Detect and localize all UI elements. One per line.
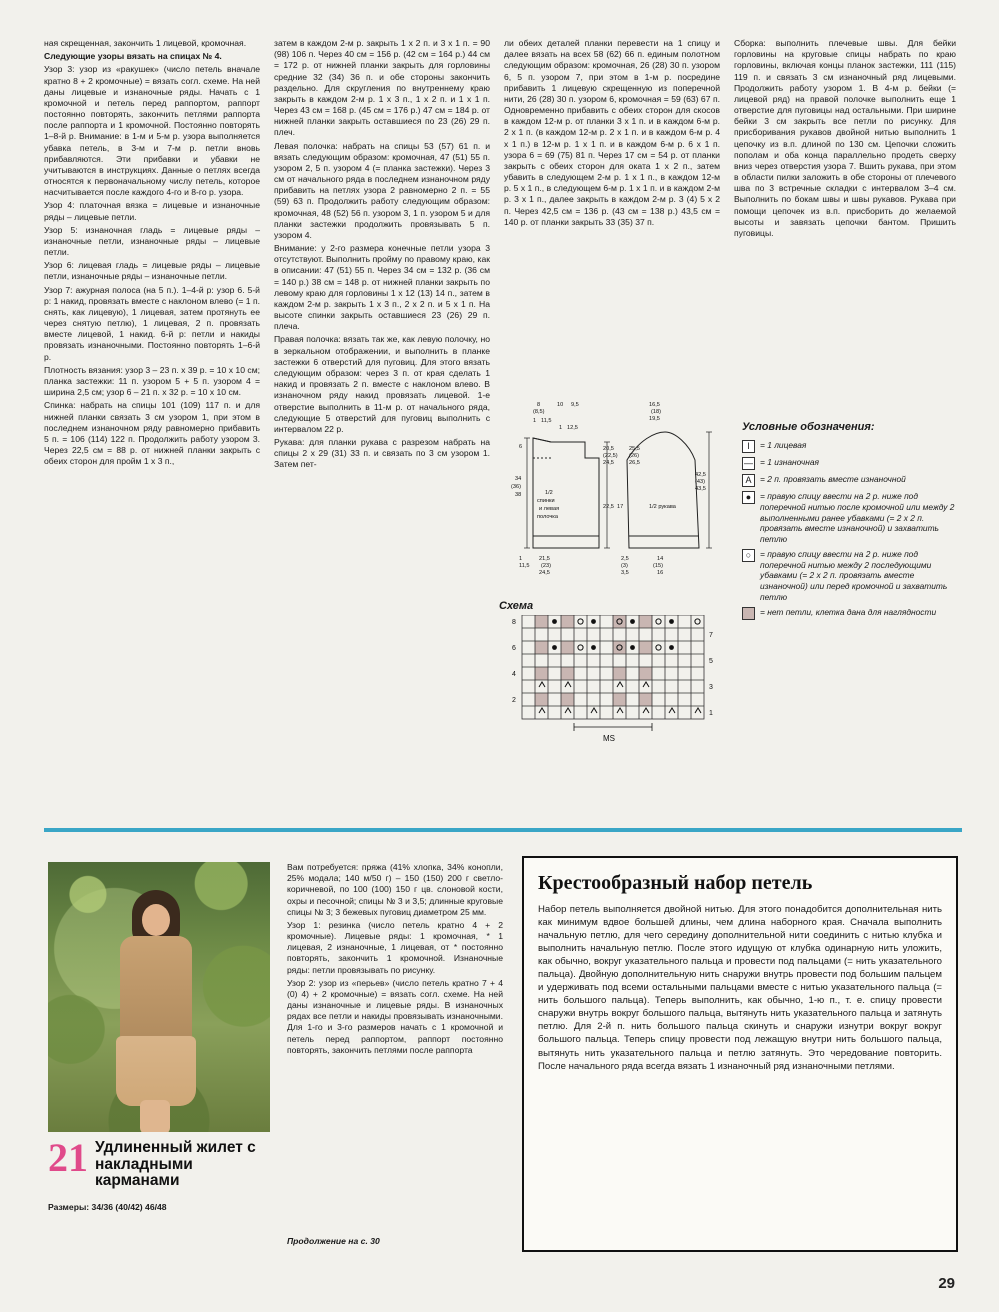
paragraph: Левая полочка: набрать на спицы 53 (57) 61 п. и вязать следующим образом: кромочная, 47 (51) 55 п. узором 2, 5 п. узором 4 (= планка застежки). Через 3 см от начального ряда в последнем изнаночном ряду прибавить на петлях узора 2 равномерно 2 п. = 55 (59) 63 п. Продолжить работу следующим образом: кромочная, 48 (52) 56 п. узором 3, 1 п. узором 5 и для планки застежки продолжить провязывать 5 п. узором 4.: [274, 140, 490, 240]
schematic-svg: [499, 398, 729, 588]
paragraph: Рукава: для планки рукава с разрезом набрать на спицы 2 х 29 (31) 33 п. и связать по 3 см узором 1. Затем пет-: [274, 437, 490, 470]
model-skirt: [116, 1036, 196, 1106]
svg-text:42,5: 42,5: [695, 472, 706, 478]
model-legs: [140, 1100, 170, 1132]
paragraph-heading: Следующие узоры вязать на спицах № 4.: [44, 51, 222, 62]
svg-text:22,5: 22,5: [603, 504, 614, 510]
chart-legend: [742, 420, 958, 624]
svg-text:34: 34: [515, 476, 522, 482]
svg-text:24,5: 24,5: [603, 460, 614, 466]
article-caption: [48, 1135, 278, 1213]
column-2: [274, 38, 490, 473]
svg-text:19,5: 19,5: [649, 416, 660, 422]
svg-text:8: 8: [512, 619, 516, 626]
svg-text:и левая: и левая: [539, 506, 560, 512]
chart-grid: [497, 615, 733, 755]
paragraph: ли обеих деталей планки перевести на 1 спицу и далее вязать на всех 58 (62) 66 п. единым полотном следующим образом: кромочная, 26 (28) 30 п. узором 6, 5 п. узором 7, при этом в 1-м р. посредине прибавить 1 лицевую скрещенную из поперечной нити, 26 (28) 30 п. узором 6, кромочная = 59 (63) 67 п. Одновременно прибавить с обеих сторон для скосов в каждом 12-м р. от планки 3 х 1 п. и в каждом 6-м р. 2 х 1 п. (в каждом 12-м р. 2 х 1 п. и в каждом 6-м р. 4 х 1 п.) в 12-м р. 1 х 1 п. и в каждом 6-м р. 6 х 1 п. узора 6 = 69 (75) 81 п. Через 17 см = 54 р. от планки закрыть с обеих сторон для оката 1 х 2 п., затем убавить в следующем 2-м р. 1 х 1 п., в каждом 12-м р. 5 х 1 п., в следующем 6-м р. 1 х 1 п. и в каждом 2-м р. 3 х 1 п., далее закрыть в каждом 2-м р. 3 (4) 5 х 2 п. Через 42,5 см = 136 р. (43 см = 138 р.) 43,5 см = 140 р. от планки закрыть 33 (35) 37 п.: [504, 38, 720, 227]
paragraph: Узор 6: лицевая гладь = лицевые ряды – лицевые петли, изнаночные ряды – изнаночные петли.: [44, 260, 260, 282]
symbol-purl-icon: —: [744, 458, 753, 469]
paragraph: затем в каждом 2-м р. закрыть 1 х 2 п. и 3 х 1 п. = 90 (98) 106 п. Через 40 см = 156 р. (42 см = 164 р.) 44 см = 172 р. от нижней планки закрыть для горловины средние 32 (34) 36 п. и обе стороны закончить раздельно. Для скругления по внутреннему краю закрыть в каждом 2-м р. 1 х 3 п., 1 х 2 п. и 1 х 1 п. Через 43 см = 168 р. (45 см = 176 р.) 47 см = 184 р. от нижней планки закрыть оставшиеся по 23 (26) 29 п. плеч.: [274, 38, 490, 138]
svg-text:(8,5): (8,5): [533, 409, 545, 415]
legend-text: = правую спицу ввести на 2 р. ниже под поперечной нитью после кромочной или между 2 выполненными ранее убавками (= 2 х 2 п. провязать вместе изнаночной) и захватить петлю: [760, 491, 955, 545]
svg-text:(36): (36): [511, 484, 521, 490]
symbol-no-stitch-icon: [742, 607, 755, 620]
svg-text:3: 3: [709, 684, 713, 691]
legend-title: Условные обозначения:: [742, 421, 875, 433]
svg-text:12,5: 12,5: [567, 425, 578, 431]
svg-text:16: 16: [657, 570, 664, 576]
legend-item: [742, 474, 958, 487]
paragraph: Спинка: набрать на спицы 101 (109) 117 п. и для нижней планки связать 3 см узором 1, при этом в последнем изнаночном ряду равномерно прибавить 5 п. = 106 (114) 122 п. Продолжить работу узором 3. Через 22,5 см = 88 р. от нижней планки закрыть с обеих сторон для пройм 1 х 3 п.,: [44, 400, 260, 467]
page-number: 29: [938, 1275, 955, 1292]
svg-text:(23): (23): [541, 563, 551, 569]
svg-text:1: 1: [559, 425, 563, 431]
svg-text:16,5: 16,5: [649, 402, 660, 408]
svg-text:7: 7: [709, 632, 713, 639]
paragraph: Узор 3: узор из «ракушек» (число петель вначале кратно 8 + 2 кромочные) = вязать согл. схеме. На ней даны лицевые и изнаночные ряды. Начать с 1 кромочной и петель перед раппортом, раппорт постоянно повторять, закончить петлями раппорта после раппорта и 1 кромочной. Постоянно повторять 1–8-й р. Внимание: в 1-м и 5-м р. узора выполняется убавка петель, в 3-м и 7-м р. петли вновь прибавляются. Эти прибавки и убавки не учитываются в инструкциях. Данные о петлях всегда относятся к первоначальному числу петель, которое насчитывается после каждого 4-го и 8-го р. узора.: [44, 64, 260, 198]
paragraph: Узор 7: ажурная полоса (на 5 п.). 1–4-й р: узор 6. 5-й р: 1 накид, провязать вместе с наклоном влево (= 1 п. снять, как лицевую), 1 лицевая, затем протянуть ее через снятую петлю), 1 лицевая, 2 п. провязать вместе лицевой, 1 накид. 6-й р: петли и накиды провязать изнаночными. Постоянно повторять 1–6-й р.: [44, 284, 260, 362]
model-face: [142, 904, 170, 936]
svg-text:11,5: 11,5: [519, 563, 530, 569]
technique-body: Набор петель выполняется двойной нитью. Для этого понадобится дополнительная нить как минимум вдвое большей длины, чем длина наборного края. Сначала выполнить начальную петлю, для чего середину дополнительной нити соединить с нитью клубка и выполнить начальную петлю. После этого идущую от клубка одинарную нить уложить, как обычно, вокруг указательного пальца и провести под пальцами (= нить указательного пальца). Двойную дополнительную нить снаружи внутрь провести под большим пальцем и удерживать под всеми остальными пальцами вместе с нитью указательного пальца (= нить большого пальца). Теперь выполнить, как обычно, 1-ю п., т. е. спицу провести снаружи внутрь вокруг большого пальца, вытянуть нить указательного пальца и затянуть петлю. Для 2-й п. нить большого пальца скинуть и снаружи изнутри вокруг вокруг большого пальца. Теперь спицу провести под лежащую внутри нить большого пальца, вытянуть нить указательного пальца и петлю затянуть. Это чередование повторить. После начального ряда всегда вязать 1 изнаночный ряд изнаночными петлями.: [538, 904, 942, 1072]
legend-item: [742, 607, 958, 620]
section-divider: [44, 828, 962, 832]
svg-text:20,5: 20,5: [603, 446, 614, 452]
legend-text: = нет петли, клетка дана для наглядности: [760, 606, 937, 617]
knitting-chart: [497, 600, 733, 770]
symbol-knit-icon: I: [742, 440, 755, 453]
svg-text:6: 6: [519, 444, 523, 450]
svg-text:43,5: 43,5: [695, 486, 706, 492]
svg-text:2: 2: [512, 697, 516, 704]
photo-model: [104, 890, 208, 1132]
paragraph: ная скрещенная, закончить 1 лицевой, кромочная.: [44, 38, 247, 48]
svg-text:25,5: 25,5: [629, 446, 640, 452]
bottom-article: [44, 852, 962, 1262]
technique-box: [522, 856, 958, 1252]
paragraph: Узор 4: платочная вязка = лицевые и изнаночные ряды – лицевые петли.: [44, 200, 260, 222]
svg-text:9,5: 9,5: [571, 402, 579, 408]
legend-item: [742, 457, 958, 470]
paragraph: Правая полочка: вязать так же, как левую полочку, но в зеркальном отображении, и выполнить в планке застежки 6 отверстий для пуговиц. Для этого вязать следующим образом: через 3 п. от края сделать 1 накид и провязать 2 п. вместе с наклоном влево. В изнаночном ряду накид провязать лицевой. 1-е отверстие выполнить в 11-м р. от начального ряда, следующие 5 отверстий для пуговиц выполнить с интервалом 22 р.: [274, 334, 490, 434]
svg-text:11,5: 11,5: [541, 418, 552, 424]
symbol-p2tog-icon: A: [742, 474, 755, 487]
continuation-note: Продолжение на с. 30: [287, 1236, 380, 1246]
article-sizes: Размеры: 34/36 (40/42) 46/48: [48, 1202, 167, 1213]
svg-text:3,5: 3,5: [621, 570, 629, 576]
legend-item: [742, 491, 958, 545]
garment-schematic: [499, 398, 729, 588]
svg-text:14: 14: [657, 556, 664, 562]
symbol-open-circle-icon: ○: [742, 549, 755, 562]
legend-text: = 1 изнаночная: [760, 457, 819, 468]
legend-item: [742, 440, 958, 453]
chart-title: Схема: [499, 600, 534, 612]
symbol-filled-dot-icon: ●: [742, 491, 755, 504]
svg-text:полочка: полочка: [537, 514, 558, 520]
svg-text:5: 5: [709, 658, 713, 665]
svg-text:8: 8: [537, 402, 541, 408]
legend-text: = правую спицу ввести на 2 р. ниже под поперечной нитью между 2 последующими убавками (= 2 х 2 п. провязать вместе изнаночной) или перед кромочной и захватить петлю: [760, 548, 948, 602]
model-photo: [48, 862, 270, 1132]
svg-text:21,5: 21,5: [539, 556, 550, 562]
column-1: [44, 38, 260, 473]
svg-text:38: 38: [515, 492, 522, 498]
svg-text:(18): (18): [651, 409, 661, 415]
svg-text:(43): (43): [695, 479, 705, 485]
svg-text:6: 6: [512, 645, 516, 652]
svg-text:(3): (3): [621, 563, 628, 569]
svg-text:1/2: 1/2: [545, 490, 553, 496]
svg-text:1: 1: [519, 556, 523, 562]
column-4: [734, 38, 956, 473]
legend-text: = 2 п. провязать вместе изнаночной: [760, 474, 906, 485]
article-title: Удлиненный жилет с накладными карманами: [95, 1139, 256, 1190]
article-number: 21: [48, 1135, 88, 1180]
paragraph: Плотность вязания: узор 3 – 23 п. х 39 р. = 10 х 10 см; планка застежки: 11 п. узором 5 + 5 п. узором 4 = ширина 2,5 см; узор 6 – 21 п. х 32 р. = 10 х 10 см.: [44, 364, 260, 398]
svg-text:(22,5): (22,5): [603, 453, 618, 459]
paragraph: Узор 5: изнаночная гладь = лицевые ряды – изнаночные петли, изнаночные ряды – лицевые петли.: [44, 224, 260, 258]
svg-text:(26): (26): [629, 453, 639, 459]
svg-text:10: 10: [557, 402, 564, 408]
svg-text:24,5: 24,5: [539, 570, 550, 576]
svg-text:26,5: 26,5: [629, 460, 640, 466]
legend-text: = 1 лицевая: [760, 440, 807, 451]
svg-text:4: 4: [512, 671, 516, 678]
svg-text:1: 1: [709, 710, 713, 717]
paragraph: Внимание: у 2-го размера конечные петли узора 3 отсутствуют. Выполнить пройму по правому краю, как в описании: 47 (51) 55 п. Через 34 см = 132 р. (36 см = 140 р.) 38 см = 148 р. от нижней планки закрыть по левому краю для горловины 1 х 12 (13) 14 п., затем в каждом 2-м р. закрыть 1 х 3 п., 2 х 2 п. и 5 х 1 п. На высоте спинки закрыть оставшиеся 23 (26) 29 п. плеча.: [274, 243, 490, 332]
paragraph: Узор 2: узор из «перьев» (число петель кратно 7 + 4 (0) 4) + 2 кромочные) = вязать согл. схеме. На ней даны изнаночные и лицевые ряды. В изнаночных рядах все петли и накиды провязывать изнаночными. Для 1-го и 3-го размеров начать с 1 кромочной и петель перед раппортом, раппорт постоянно повторять, закончить петлями после раппорта: [287, 977, 503, 1055]
bottom-column-1: [287, 862, 503, 1058]
svg-text:2,5: 2,5: [621, 556, 629, 562]
model-vest: [120, 936, 192, 1044]
technique-title: Крестообразный набор петель: [538, 872, 813, 894]
svg-text:1/2 рукава: 1/2 рукава: [649, 504, 676, 510]
paragraph: Вам потребуется: пряжа (41% хлопка, 34% конопли, 25% модала; 140 м/50 г) – 150 (150) 200 г светло-коричневой, по 100 (100) 150 г цв. слоновой кости, охры и песочной; спицы № 3 и 3,5; длинные круговые спицы № 3; 3 бежевых пуговиц диаметром 25 мм.: [287, 862, 503, 917]
paragraph: Сборка: выполнить плечевые швы. Для бейки горловины на круговые спицы набрать по краю горловины, включая концы планок застежки, 111 (115) 119 п. и связать 3 см изнаночный ряд лицевыми. Продолжить работу узором 1. В 4-м р. бейки (= лицевой ряд) на правой полочке выполнить еще 1 отверстие для пуговицы над остальными. При ширине бейки 3 см закрыть все петли по рисунку. Для присборивания рукавов двойной нитью выполнить 1 цепочку из в.п. длиной по 130 см. Цепочки сложить пополам и оба конца параллельно продеть сверху вниз через отверстия узора 7. Вшить рукава, при этом в области пилки заложить в обе стороны от плечевого шва по 3 встречные складки с интервалом 3–4 см. Выполнить по бокам швы и швы рукавов. Рукава при помощи цепочек из в.п. присборить до желаемой высоты и завязать цепочки бантом. Пришить пуговицы.: [734, 38, 956, 238]
svg-text:спинки: спинки: [537, 498, 555, 504]
chart-footer-label: MS: [603, 734, 615, 743]
paragraph: Узор 1: резинка (число петель кратно 4 + 2 кромочные). Лицевые ряды: 1 кромочная, * 1 лицевая, 2 изнаночные, 1 лицевая, от * постоянно повторять, закончить 1 кромочной. Изнаночные ряды: петли провязывать по рисунку.: [287, 919, 503, 975]
svg-text:1: 1: [533, 418, 537, 424]
legend-item: [742, 549, 958, 603]
svg-text:17: 17: [617, 504, 624, 510]
svg-text:(15): (15): [653, 563, 663, 569]
